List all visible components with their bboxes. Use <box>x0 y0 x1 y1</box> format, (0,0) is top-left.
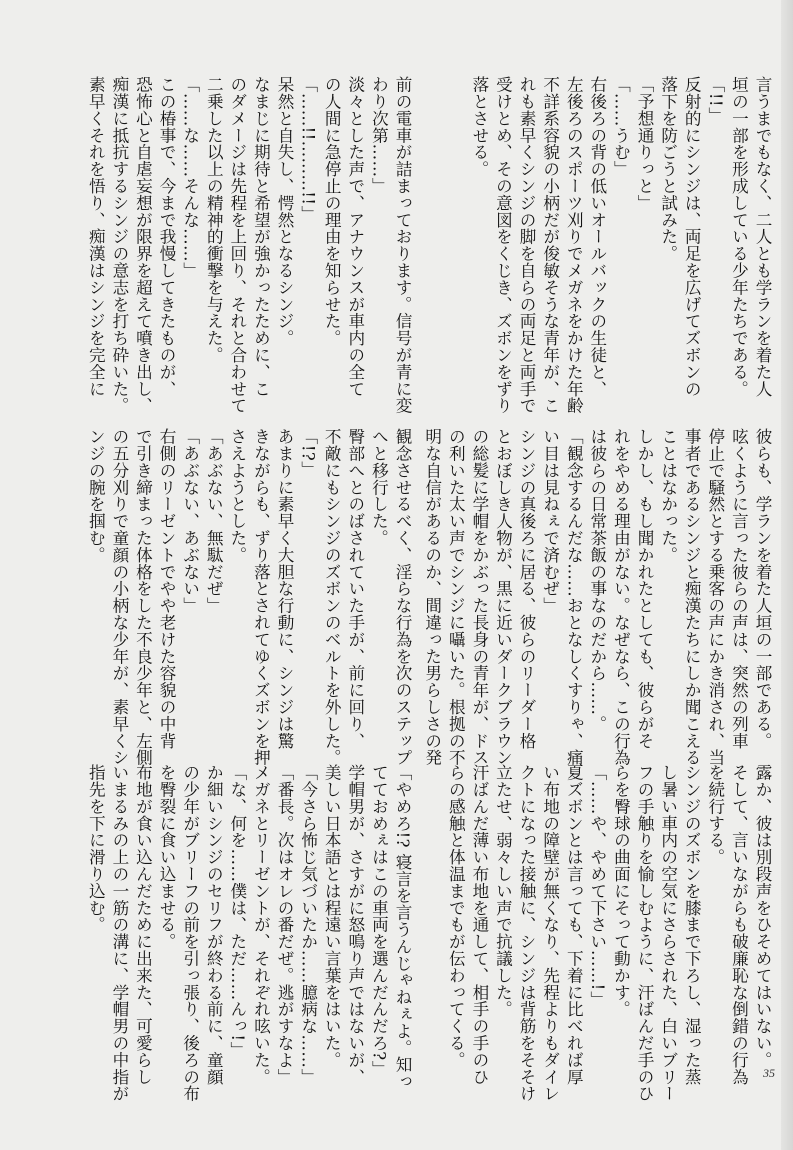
text-line: 夏ズボンとは言っても、下着に比べれば厚 <box>564 764 584 1086</box>
text-line: 明な自信があるのか、間違った男らしさの発 <box>422 428 442 766</box>
text-line: の少年がブリーフの前を引っ張り、後ろの布 <box>180 764 200 1102</box>
text-line: の人間に急停止の理由を知らせた。 <box>322 76 342 347</box>
text-line: 素早くそれを悟り、痴漢はシンジを完全に <box>86 76 106 398</box>
text-line: メガネとリーゼントが、それぞれ呟いた。 <box>251 764 271 1086</box>
text-block-bottom-right <box>430 764 774 1109</box>
scan-edge-shadow <box>781 0 793 1150</box>
text-line: のダメージは先程を上回り、それと合わせて <box>227 76 247 414</box>
text-line: 「あぶない、無駄だぜ」 <box>204 428 224 614</box>
text-block-middle-right <box>422 428 774 773</box>
text-line: 彼らも、学ランを着た人垣の一部である。 <box>753 428 772 750</box>
text-line: 前の電車が詰まっております。信号が青に変 <box>393 76 412 414</box>
text-line: 不敵にもシンジのズボンのベルトを外した。 <box>322 428 342 766</box>
text-line: 反射的にシンジは、両足を広げてズボンの <box>682 76 702 398</box>
text-line: 「……な……そんな……」 <box>180 76 200 279</box>
text-line: 二乗した以上の精神的衝撃を与えた。 <box>204 76 224 364</box>
text-line: 不詳系容貌の小柄だが俊敏そうな青年が、こ <box>540 76 560 414</box>
page-number: 35 <box>763 1066 775 1080</box>
text-line: 「!?」 <box>298 428 318 478</box>
text-line: なまじに期待と希望が強かったために、こ <box>251 76 271 398</box>
text-line: を続行する。 <box>705 764 725 866</box>
text-line: 呆然と自失し、愕然となるシンジ。 <box>275 76 295 347</box>
text-line: れも素早くシンジの脚を自らの両足と両手で <box>517 76 537 414</box>
text-line: 「今さら怖じ気づいたか……臆病な……」 <box>298 764 318 1086</box>
text-line: わり次第……」 <box>369 76 389 195</box>
text-line: 立たせ、弱々しい声で抗議した。 <box>493 764 513 1018</box>
text-block-top-left <box>86 76 414 414</box>
text-line: を臀裂に食い込ませる。 <box>157 764 177 950</box>
text-line: 露か、彼は別段声をひそめてはいない。 <box>753 764 772 1069</box>
text-line: シンジの真後ろに居る、彼らのリーダー格 <box>517 428 537 750</box>
text-line: フの手触りを愉しむように、汗ばんだ手のひ <box>635 764 655 1102</box>
text-line: 淡々とした声で、アナウンスが車内の全て <box>345 76 365 398</box>
text-line: きながらも、ずり落とされてゆくズボンを押 <box>251 428 271 766</box>
text-block-middle-left <box>88 428 414 773</box>
text-line: 「……うむ」 <box>611 76 631 178</box>
text-block-bottom-left <box>88 764 414 1109</box>
text-line: 美しい日本語とは程遠い言葉をはいた。 <box>322 764 342 1069</box>
text-line: 「な、何を……僕は、ただ……んっ!」 <box>227 764 247 1059</box>
text-line: い目は見ねぇで済むぜ」 <box>540 428 560 614</box>
text-line: 学帽男が、さすがに怒鳴り声ではないが、 <box>345 764 365 1086</box>
text-line: い布地の障壁が無くなり、先程よりもダイレ <box>540 764 560 1102</box>
text-line: 「観念するんだな……おとなしくすりゃ、痛 <box>564 428 584 766</box>
text-line: し暑い車内の空気にさらされた、白いブリー <box>658 764 678 1102</box>
text-line: の利いた太い声でシンジに囁いた。根拠の不 <box>446 428 466 766</box>
text-line: さえようとした。 <box>227 428 247 564</box>
text-line: 「あぶない、あぶない」 <box>180 428 200 614</box>
text-line: ことはなかった。 <box>658 428 678 564</box>
text-line: へと移行した。 <box>369 428 389 547</box>
text-line: 布地が食い込んだために出来た、可愛らし <box>133 764 153 1086</box>
text-line: しかし、もし聞かれたとしても、彼らがそ <box>635 428 655 750</box>
text-line: 「!!」 <box>705 76 725 124</box>
text-block-top-right <box>428 76 774 414</box>
text-line: 「……や、やめて下さい……!」 <box>587 764 607 1008</box>
text-line: 右後ろの背の低いオールバックの生徒と、 <box>587 76 607 398</box>
text-line: シンジのズボンを膝まで下ろし、湿った蒸 <box>682 764 702 1086</box>
text-line: 「……!!………!!」 <box>298 76 318 223</box>
text-line: 落下を防ごうと試みた。 <box>658 76 678 262</box>
text-line: で引き締まった体格をした不良少年と、左側 <box>133 428 153 766</box>
text-line: あまりに素早く大胆な行動に、シンジは驚 <box>275 428 295 750</box>
text-line: れをやめる理由がない。なぜなら、この行為 <box>611 428 631 766</box>
text-line: 恐怖心と自虐妄想が限界を超えて噴き出し、 <box>133 76 153 414</box>
text-line: 垣の一部を形成している少年たちである。 <box>729 76 749 398</box>
text-line: 観念させるべく、淫らな行為を次のステップ <box>393 428 412 766</box>
text-line: 停止で騒然とする乗客の声にかき消され、当 <box>705 428 725 766</box>
text-line: ンジの腕を掴む。 <box>86 428 106 564</box>
text-line: らの感触と体温までもが伝わってくる。 <box>446 764 466 1069</box>
text-line: 汗ばんだ薄い布地を通して、相手の手のひ <box>469 764 489 1086</box>
text-line: は彼らの日常茶飯の事なのだから……。 <box>587 428 607 733</box>
text-line: 痴漢に抵抗するシンジの意志を打ち砕いた。 <box>109 76 129 414</box>
text-line: 左後ろのスポーツ刈りでメガネをかけた年齢 <box>564 76 584 414</box>
text-line: の総髪に学帽をかぶった長身の青年が、ドス <box>469 428 489 766</box>
text-line: 臀部へとのばされていた手が、前に回り、 <box>345 428 365 750</box>
text-line: らを臀球の曲面にそって動かす。 <box>611 764 631 1018</box>
text-line: 言うまでもなく、二人とも学ランを着た人 <box>753 76 772 398</box>
text-line: とおぼしき人物が、黒に近いダークブラウン <box>493 428 513 766</box>
text-line: 「番長。次はオレの番だぜ。逃がすなよ」 <box>275 764 295 1086</box>
text-line: の五分刈りで童顔の小柄な少年が、素早くシ <box>109 428 129 766</box>
text-line: この椿事で、今まで我慢してきたものが、 <box>157 76 177 398</box>
text-line: 事者であるシンジと痴漢たちにしか聞こえる <box>682 428 702 766</box>
text-line: 受けとめ、その意図をくじき、ズボンをずり <box>493 76 513 414</box>
text-line: 「やめろ!? 寝言を言うんじゃねぇよ。知っ <box>393 764 412 1090</box>
text-line: そして、言いながらも破廉恥な倒錯の行為 <box>729 764 749 1086</box>
text-line: 指先を下に滑り込む。 <box>86 764 106 933</box>
text-line: か細いシンジのセリフが終わる前に、童顔 <box>204 764 224 1086</box>
text-line: クトになった接触に、シンジは背筋をそそけ <box>517 764 537 1102</box>
text-line: いまるみの上の一筋の溝に、学帽男の中指が <box>109 764 129 1102</box>
text-line: てておめぇはこの車両を選んだんだろ?」 <box>369 764 389 1078</box>
text-line: 右側のリーゼントでやや老けた容貌の中背 <box>157 428 177 750</box>
text-line: 落とさせる。 <box>469 76 489 178</box>
text-line: 呟くように言った彼らの声は、突然の列車 <box>729 428 749 750</box>
text-line: 「予想通りっと」 <box>635 76 655 212</box>
